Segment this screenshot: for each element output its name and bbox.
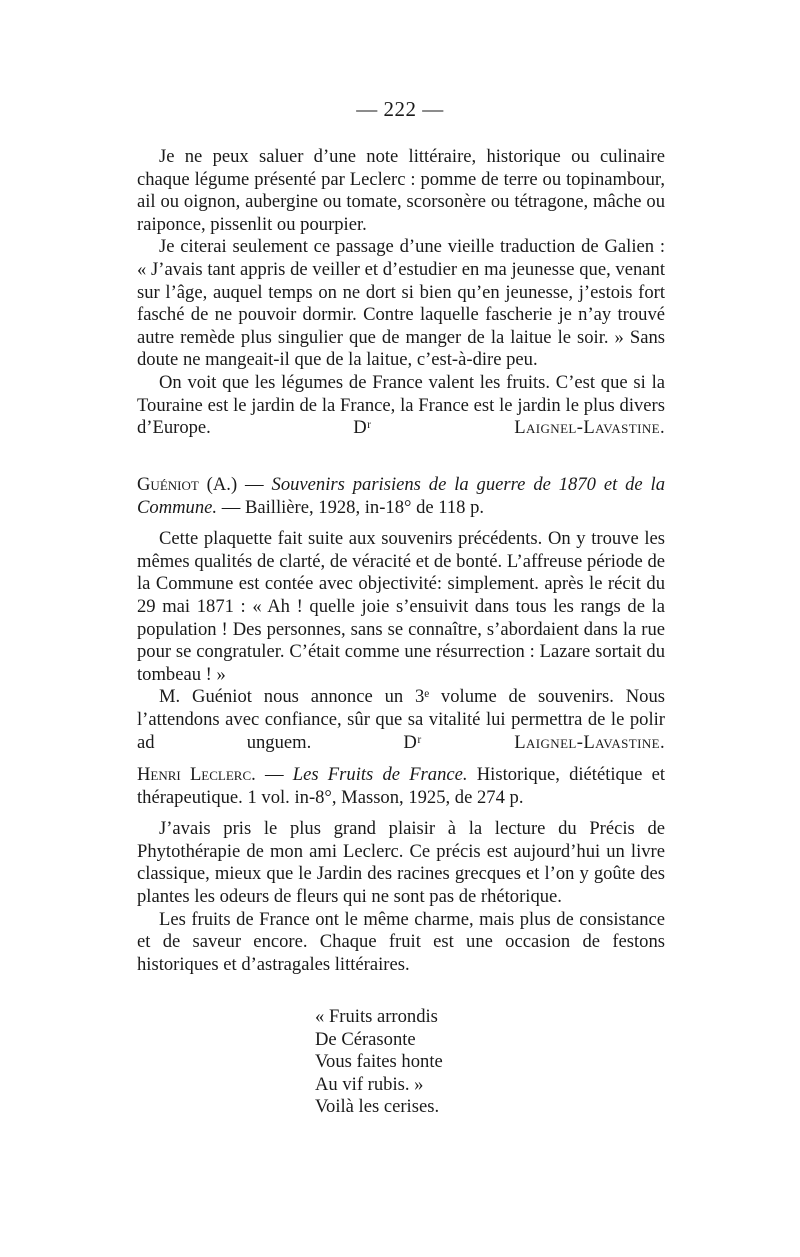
poem-line: Vous faites honte (315, 1051, 443, 1073)
poem-quote (315, 1006, 443, 1119)
poem-line: De Cérasonte (315, 1028, 416, 1050)
review-gueniot (137, 474, 665, 754)
paragraph-signed (137, 372, 665, 440)
separator: — (237, 474, 272, 495)
section-legumes-conclusion (137, 146, 665, 440)
review-title: Les Fruits de France. (292, 764, 468, 785)
paragraph-text: On voit que les légumes de France valent les fruits. C’est que si la Touraine est le jardin de la France, la France est le jardin le plus divers d’Europe. (137, 371, 665, 439)
review-heading (137, 764, 665, 809)
paragraph: J’avais pris le plus grand plaisir à la lecture du Précis de Phytothérapie de mon ami Leclerc. Ce précis est aujourd’hui un livre classique, mieux que le Jardin des racines grecques et l’on y goûte des plantes les odeurs de fleurs qui ne sont pas de rhétorique. (137, 818, 665, 907)
poem-line: Voilà les cerises. (315, 1096, 440, 1118)
review-publisher: Historique, diététique et thérapeutique. 1 vol. in-8°, Masson, 1925, de 274 p. (137, 764, 666, 808)
paragraph-text: M. Guéniot nous annonce un 3ᵉ volume de souvenirs. Nous l’attendons avec confiance, sûr que sa vitalité lui permettra de le polir ad unguem. (137, 686, 665, 753)
paragraph: Cette plaquette fait suite aux souvenirs précédents. On y trouve les mêmes qualités de clarté, de véracité et de bonté. L’affreuse période de la Commune est contée avec objectivité: simplement. après le récit du 29 mai 1871 : « Ah ! quelle joie s’ensuivit dans tous les rangs de la population ! Des personnes, sans se connaître, s’abordaient dans la rue pour se congratuler. C’était comme une résurrection : Lazare sortait du tombeau ! » (137, 528, 665, 685)
paragraph: Je ne peux saluer d’une note littéraire, historique ou culinaire chaque légume présenté par Leclerc : pomme de terre ou topinambour, ail ou oignon, aubergine ou tomate, scorsonère ou tétragone, mâche ou raiponce, pissenlit ou pourpier. (137, 146, 665, 235)
review-heading (137, 474, 665, 519)
poem-line: Au vif rubis. » (315, 1073, 424, 1095)
paragraph: Les fruits de France ont le même charme, mais plus de consistance et de saveur encore. Chaque fruit est une occasion de festons historiques et d’astragales littéraires. (137, 908, 665, 975)
page-number: — 222 — (356, 97, 444, 121)
review-title: Souvenirs parisiens de la guerre de 1870 et de la Commune. (137, 474, 666, 518)
review-author: Guéniot (A.) (137, 474, 238, 495)
separator: — (255, 764, 293, 785)
review-publisher: — Baillière, 1928, in-18° de 118 p. (217, 496, 485, 518)
paragraph-signed (137, 686, 665, 754)
review-leclerc (137, 764, 665, 976)
signature: Dʳ Laignel-Lavastine. (403, 731, 665, 753)
review-author: Henri Leclerc. (137, 764, 256, 785)
signature: Dʳ Laignel-Lavastine. (353, 417, 665, 439)
paragraph: Je citerai seulement ce passage d’une vieille traduction de Galien : « J’avais tant appris de veiller et d’estudier en ma jeunesse que, venant sur l’âge, auquel temps on ne dort si bien qu’en jeunesse, j’estois fort fasché de ne pouvoir dormir. Contre laquelle fascherie je n’ay trouvé autre remède plus singulier que de manger de la laitue le soir. » Sans doute ne mangeait-il que de la laitue, c’est-à-dire peu. (137, 236, 665, 371)
poem-line: « Fruits arrondis (315, 1006, 438, 1027)
